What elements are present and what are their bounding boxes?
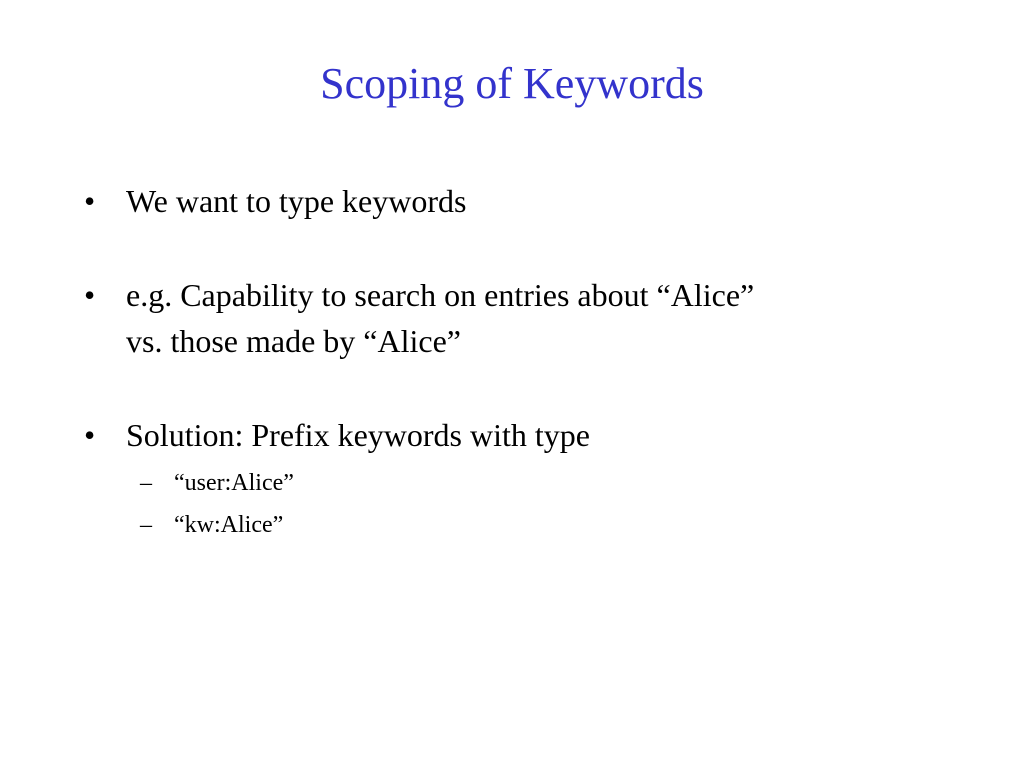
bullet-text: Solution: Prefix keywords with type [126, 417, 590, 453]
dash-icon: – [140, 512, 152, 538]
bullet-text: We want to type keywords [126, 183, 467, 219]
sub-bullet-item [140, 466, 944, 500]
bullet-icon: • [84, 277, 96, 313]
bullet-item [84, 272, 944, 364]
sub-bullet-text: “kw:Alice” [174, 512, 284, 538]
slide-title: Scoping of Keywords [320, 59, 704, 108]
sub-bullet-list [126, 466, 944, 542]
bullet-item [84, 412, 944, 542]
bullet-icon: • [84, 183, 96, 219]
bullet-text-continuation: vs. those made by “Alice” [126, 323, 461, 359]
sub-bullet-item [140, 508, 944, 542]
bullet-text: e.g. Capability to search on entries about “Alice” [126, 277, 755, 313]
dash-icon: – [140, 470, 152, 496]
bullet-list [84, 178, 944, 542]
bullet-icon: • [84, 417, 96, 453]
sub-bullet-text: “user:Alice” [174, 470, 294, 496]
bullet-item [84, 178, 944, 224]
